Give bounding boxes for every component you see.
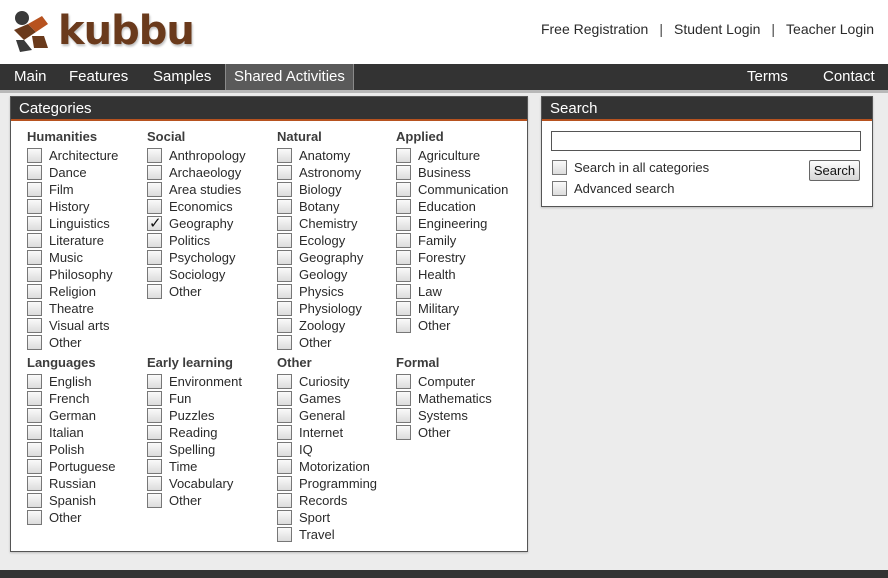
checkbox[interactable]	[277, 374, 292, 389]
category-label: Portuguese	[49, 459, 116, 474]
category-label: Biology	[299, 182, 342, 197]
checkbox[interactable]	[396, 301, 411, 316]
category-label: Architecture	[49, 148, 119, 163]
checkbox[interactable]	[396, 199, 411, 214]
category-option-other[interactable]	[27, 509, 116, 526]
category-label: Russian	[49, 476, 96, 491]
checkbox[interactable]	[27, 284, 42, 299]
checkbox[interactable]	[27, 408, 42, 423]
checkbox[interactable]	[147, 391, 162, 406]
checkbox[interactable]	[27, 335, 42, 350]
category-option-geography[interactable]	[147, 215, 246, 232]
category-label: Zoology	[299, 318, 346, 333]
category-label: Theatre	[49, 301, 94, 316]
category-label: Astronomy	[299, 165, 362, 180]
category-option-anatomy[interactable]	[277, 147, 363, 164]
checkbox[interactable]	[147, 267, 162, 282]
category-label: Psychology	[169, 250, 236, 265]
category-option-health[interactable]	[396, 266, 508, 283]
category-option-fun[interactable]	[147, 390, 242, 407]
category-group-humanities	[27, 129, 118, 351]
category-option-puzzles[interactable]	[147, 407, 242, 424]
category-option-agriculture[interactable]	[396, 147, 508, 164]
category-option-records[interactable]	[277, 492, 377, 509]
category-option-physiology[interactable]	[277, 300, 363, 317]
category-option-other[interactable]	[277, 334, 363, 351]
checkbox[interactable]	[277, 442, 292, 457]
categories-title: Categories	[11, 97, 527, 121]
checkbox[interactable]	[277, 425, 292, 440]
category-label: Anatomy	[299, 148, 351, 163]
category-option-economics[interactable]	[147, 198, 246, 215]
checkbox[interactable]	[27, 216, 42, 231]
category-option-biology[interactable]	[277, 181, 363, 198]
category-option-games[interactable]	[277, 390, 377, 407]
checkbox[interactable]	[396, 216, 411, 231]
checkbox[interactable]	[396, 318, 411, 333]
category-label: Geology	[299, 267, 348, 282]
category-label: Time	[169, 459, 198, 474]
category-option-politics[interactable]	[147, 232, 246, 249]
checkbox[interactable]	[277, 335, 292, 350]
category-option-music[interactable]	[27, 249, 118, 266]
category-label: Anthropology	[169, 148, 246, 163]
nav-features[interactable]: Features	[69, 68, 129, 85]
category-option-motorization[interactable]	[277, 458, 377, 475]
category-option-other[interactable]	[396, 424, 492, 441]
category-option-geology[interactable]	[277, 266, 363, 283]
kubbu-logo-icon	[10, 8, 52, 54]
category-label: Sociology	[169, 267, 226, 282]
nav-divider	[0, 90, 888, 93]
category-option-polish[interactable]	[27, 441, 116, 458]
checkbox[interactable]	[396, 182, 411, 197]
category-label: Italian	[49, 425, 84, 440]
category-label: Engineering	[418, 216, 488, 231]
category-label: General	[299, 408, 346, 423]
category-label: Botany	[299, 199, 340, 214]
checkbox[interactable]	[27, 318, 42, 333]
checkbox[interactable]	[147, 199, 162, 214]
category-label: Film	[49, 182, 74, 197]
checkbox[interactable]	[396, 425, 411, 440]
nav-contact[interactable]: Contact	[823, 68, 875, 85]
category-label: Environment	[169, 374, 242, 389]
category-group-title: Applied	[396, 129, 444, 144]
category-option-architecture[interactable]	[27, 147, 118, 164]
category-option-area-studies[interactable]	[147, 181, 246, 198]
category-option-portuguese[interactable]	[27, 458, 116, 475]
category-option-french[interactable]	[27, 390, 116, 407]
advanced-search-label: Advanced search	[574, 181, 675, 196]
category-option-time[interactable]	[147, 458, 242, 475]
categories-panel	[10, 96, 528, 552]
category-label: Internet	[299, 425, 344, 440]
checkbox[interactable]	[396, 374, 411, 389]
category-group-other	[277, 355, 377, 543]
category-label: Vocabulary	[169, 476, 234, 491]
checkbox[interactable]	[552, 181, 567, 196]
checkbox[interactable]	[147, 182, 162, 197]
search-title: Search	[542, 97, 872, 121]
category-option-psychology[interactable]	[147, 249, 246, 266]
checkbox[interactable]	[396, 391, 411, 406]
category-group-applied	[396, 129, 508, 334]
checkbox[interactable]	[396, 165, 411, 180]
category-label: Curiosity	[299, 374, 350, 389]
checkbox[interactable]	[277, 233, 292, 248]
category-label: Chemistry	[299, 216, 358, 231]
free-registration-link[interactable]: Free Registration	[540, 21, 649, 37]
category-group-languages	[27, 355, 116, 526]
checkbox[interactable]	[27, 442, 42, 457]
category-group-title: Natural	[277, 129, 322, 144]
category-label: Spanish	[49, 493, 96, 508]
category-label: Games	[299, 391, 341, 406]
category-label: Computer	[418, 374, 476, 389]
nav-samples[interactable]: Samples	[153, 68, 212, 85]
category-label: Systems	[418, 408, 468, 423]
category-group-formal	[396, 355, 492, 441]
category-option-forestry[interactable]	[396, 249, 508, 266]
nav-main[interactable]: Main	[14, 68, 47, 85]
category-option-other[interactable]	[27, 334, 118, 351]
checkbox[interactable]	[27, 301, 42, 316]
main-navbar	[0, 64, 888, 90]
category-option-systems[interactable]	[396, 407, 492, 424]
checkbox[interactable]	[147, 233, 162, 248]
checkbox[interactable]	[147, 374, 162, 389]
category-option-engineering[interactable]	[396, 215, 508, 232]
category-label: Family	[418, 233, 457, 248]
category-label: Forestry	[418, 250, 466, 265]
category-label: Fun	[169, 391, 192, 406]
category-label: Visual arts	[49, 318, 110, 333]
category-label: Spelling	[169, 442, 216, 457]
category-option-botany[interactable]	[277, 198, 363, 215]
category-label: Other	[418, 425, 451, 440]
category-label: Other	[169, 493, 202, 508]
category-option-sport[interactable]	[277, 509, 377, 526]
category-label: Mathematics	[418, 391, 492, 406]
footer	[0, 570, 888, 578]
checkbox[interactable]	[396, 408, 411, 423]
category-label: Agriculture	[418, 148, 481, 163]
category-option-chemistry[interactable]	[277, 215, 363, 232]
category-option-philosophy[interactable]	[27, 266, 118, 283]
checkbox[interactable]	[27, 267, 42, 282]
checkbox[interactable]	[277, 493, 292, 508]
category-label: Other	[49, 510, 82, 525]
category-label: Health	[418, 267, 456, 282]
category-label: Other	[418, 318, 451, 333]
search-all-categories-label: Search in all categories	[574, 160, 710, 175]
category-group-title: Social	[147, 129, 186, 144]
checkbox[interactable]	[552, 160, 567, 175]
checkbox[interactable]	[147, 148, 162, 163]
checkbox[interactable]	[396, 267, 411, 282]
checkbox[interactable]	[27, 510, 42, 525]
checkbox[interactable]	[277, 148, 292, 163]
category-option-internet[interactable]	[277, 424, 377, 441]
category-label: History	[49, 199, 90, 214]
category-option-reading[interactable]	[147, 424, 242, 441]
category-group-natural	[277, 129, 363, 351]
category-label: Archaeology	[169, 165, 242, 180]
category-label: Communication	[418, 182, 509, 197]
category-label: Motorization	[299, 459, 370, 474]
category-label: Other	[169, 284, 202, 299]
checkbox[interactable]	[27, 182, 42, 197]
category-option-astronomy[interactable]	[277, 164, 363, 181]
category-group-title: Early learning	[147, 355, 233, 370]
category-label: Other	[49, 335, 82, 350]
category-label: Travel	[299, 527, 335, 542]
link-separator: |	[771, 21, 776, 37]
category-option-zoology[interactable]	[277, 317, 363, 334]
category-option-italian[interactable]	[27, 424, 116, 441]
category-label: Religion	[49, 284, 96, 299]
category-label: Linguistics	[49, 216, 110, 231]
checkbox[interactable]	[396, 250, 411, 265]
teacher-login-link[interactable]: Teacher Login	[786, 21, 874, 37]
category-option-vocabulary[interactable]	[147, 475, 242, 492]
top-links	[541, 21, 874, 37]
category-option-english[interactable]	[27, 373, 116, 390]
category-label: Sport	[299, 510, 331, 525]
checkbox[interactable]	[27, 476, 42, 491]
category-option-communication[interactable]	[396, 181, 508, 198]
category-option-general[interactable]	[277, 407, 377, 424]
checkbox[interactable]	[277, 510, 292, 525]
checkbox[interactable]	[396, 148, 411, 163]
category-group-title: Languages	[27, 355, 96, 370]
checkbox[interactable]	[277, 267, 292, 282]
checkbox[interactable]	[277, 182, 292, 197]
checkbox[interactable]	[277, 216, 292, 231]
checkbox[interactable]	[277, 527, 292, 542]
category-option-other[interactable]	[147, 283, 246, 300]
category-option-anthropology[interactable]	[147, 147, 246, 164]
checkbox[interactable]	[27, 199, 42, 214]
category-label: Programming	[299, 476, 378, 491]
category-option-iq[interactable]	[277, 441, 377, 458]
checkbox[interactable]	[277, 250, 292, 265]
checkbox[interactable]	[277, 318, 292, 333]
category-group-early-learning	[147, 355, 242, 509]
checkbox[interactable]	[147, 476, 162, 491]
category-label: German	[49, 408, 96, 423]
category-option-history[interactable]	[27, 198, 118, 215]
search-all-categories-option[interactable]	[552, 159, 709, 176]
checkbox[interactable]	[396, 233, 411, 248]
category-option-mathematics[interactable]	[396, 390, 492, 407]
checkbox[interactable]	[277, 476, 292, 491]
checkbox[interactable]	[27, 148, 42, 163]
category-option-family[interactable]	[396, 232, 508, 249]
category-label: Reading	[169, 425, 218, 440]
category-option-theatre[interactable]	[27, 300, 118, 317]
category-option-military[interactable]	[396, 300, 508, 317]
checkbox-checked[interactable]	[147, 216, 162, 231]
checkbox[interactable]	[277, 199, 292, 214]
checkbox[interactable]	[147, 408, 162, 423]
checkbox[interactable]	[277, 459, 292, 474]
category-group-title: Humanities	[27, 129, 98, 144]
category-label: Other	[299, 335, 332, 350]
category-option-education[interactable]	[396, 198, 508, 215]
nav-shared-activities[interactable]: Shared Activities	[225, 64, 354, 90]
category-label: Geography	[169, 216, 234, 231]
category-option-other[interactable]	[396, 317, 508, 334]
category-option-programming[interactable]	[277, 475, 377, 492]
category-label: Physics	[299, 284, 344, 299]
student-login-link[interactable]: Student Login	[674, 21, 761, 37]
category-label: Area studies	[169, 182, 242, 197]
category-option-dance[interactable]	[27, 164, 118, 181]
category-label: Politics	[169, 233, 211, 248]
category-option-film[interactable]	[27, 181, 118, 198]
advanced-search-option[interactable]	[552, 180, 674, 197]
checkbox[interactable]	[147, 442, 162, 457]
category-label: Dance	[49, 165, 87, 180]
category-option-russian[interactable]	[27, 475, 116, 492]
checkbox[interactable]	[277, 391, 292, 406]
category-label: Law	[418, 284, 442, 299]
checkbox[interactable]	[147, 459, 162, 474]
checkbox[interactable]	[27, 233, 42, 248]
category-label: English	[49, 374, 92, 389]
search-button[interactable]: Search	[809, 160, 860, 181]
logo[interactable]	[10, 6, 194, 56]
category-option-other[interactable]	[147, 492, 242, 509]
category-label: IQ	[299, 442, 313, 457]
category-option-linguistics[interactable]	[27, 215, 118, 232]
category-option-ecology[interactable]	[277, 232, 363, 249]
category-label: Business	[418, 165, 471, 180]
nav-terms[interactable]: Terms	[747, 68, 788, 85]
category-option-german[interactable]	[27, 407, 116, 424]
checkbox[interactable]	[147, 284, 162, 299]
search-input[interactable]	[551, 131, 861, 151]
category-option-archaeology[interactable]	[147, 164, 246, 181]
checkbox[interactable]	[147, 493, 162, 508]
checkbox[interactable]	[277, 165, 292, 180]
checkbox[interactable]	[277, 408, 292, 423]
checkbox[interactable]	[27, 425, 42, 440]
category-label: Polish	[49, 442, 85, 457]
checkbox[interactable]	[27, 493, 42, 508]
category-label: French	[49, 391, 90, 406]
category-option-environment[interactable]	[147, 373, 242, 390]
category-group-social	[147, 129, 246, 300]
checkbox[interactable]	[27, 459, 42, 474]
checkbox[interactable]	[277, 301, 292, 316]
category-option-literature[interactable]	[27, 232, 118, 249]
checkbox[interactable]	[27, 165, 42, 180]
category-label: Music	[49, 250, 83, 265]
category-option-religion[interactable]	[27, 283, 118, 300]
checkbox[interactable]	[27, 250, 42, 265]
search-panel	[541, 96, 873, 207]
category-label: Philosophy	[49, 267, 113, 282]
category-option-spelling[interactable]	[147, 441, 242, 458]
category-label: Education	[418, 199, 476, 214]
category-label: Geography	[299, 250, 364, 265]
category-option-sociology[interactable]	[147, 266, 246, 283]
category-label: Ecology	[299, 233, 346, 248]
category-option-spanish[interactable]	[27, 492, 116, 509]
category-label: Literature	[49, 233, 104, 248]
category-label: Records	[299, 493, 348, 508]
category-label: Puzzles	[169, 408, 215, 423]
category-option-travel[interactable]	[277, 526, 377, 543]
category-option-law[interactable]	[396, 283, 508, 300]
checkbox[interactable]	[396, 284, 411, 299]
category-label: Economics	[169, 199, 233, 214]
header	[0, 0, 888, 64]
checkbox[interactable]	[147, 425, 162, 440]
checkbox[interactable]	[277, 284, 292, 299]
category-option-geography[interactable]	[277, 249, 363, 266]
checkbox[interactable]	[147, 165, 162, 180]
category-option-computer[interactable]	[396, 373, 492, 390]
category-option-curiosity[interactable]	[277, 373, 377, 390]
category-group-title: Other	[277, 355, 312, 370]
checkbox[interactable]	[27, 391, 42, 406]
category-option-business[interactable]	[396, 164, 508, 181]
checkbox[interactable]	[27, 374, 42, 389]
logo-text: kubbu	[58, 8, 194, 54]
category-option-visual-arts[interactable]	[27, 317, 118, 334]
checkbox[interactable]	[147, 250, 162, 265]
category-option-physics[interactable]	[277, 283, 363, 300]
category-group-title: Formal	[396, 355, 440, 370]
category-label: Military	[418, 301, 460, 316]
link-separator: |	[659, 21, 663, 37]
category-label: Physiology	[299, 301, 362, 316]
